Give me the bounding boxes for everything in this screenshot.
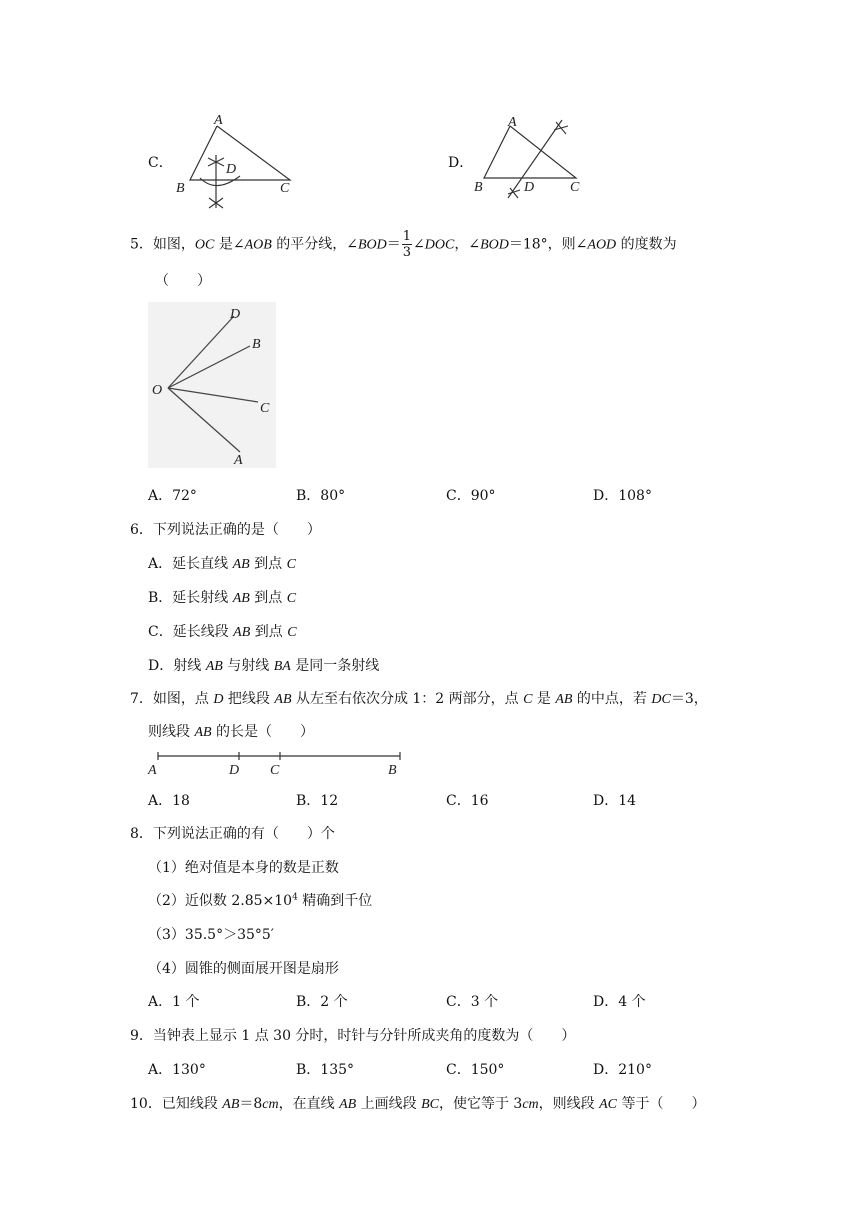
q6-option-d[interactable]: D．射线 AB 与射线 BA 是同一条射线 bbox=[148, 658, 380, 674]
q6-option-b[interactable]: B．延长射线 AB 到点 C bbox=[148, 590, 297, 606]
label-d: D bbox=[229, 763, 240, 778]
q7-segment-figure bbox=[146, 748, 406, 778]
label-c: C bbox=[570, 180, 580, 195]
q9-option-d[interactable]: D．210° bbox=[593, 1062, 652, 1078]
q6-option-c[interactable]: C．延长线段 AB 到点 C bbox=[148, 624, 297, 640]
q4-figure-c bbox=[172, 108, 294, 212]
label-a: A bbox=[234, 453, 243, 468]
q8-item-3: （3）35.5°＞35°5′ bbox=[148, 927, 274, 943]
q8-stem: 8．下列说法正确的有（ ）个 bbox=[130, 826, 335, 842]
q10-stem: 10．已知线段 AB＝8cm，在直线 AB 上画线段 BC，使它等于 3cm，则线段 AC 等于（ ） bbox=[130, 1096, 706, 1112]
fraction-one-third: $\frac{1}{3}$ bbox=[402, 229, 412, 260]
label-b: B bbox=[252, 337, 261, 352]
label-d: D bbox=[226, 162, 237, 177]
q9-option-b[interactable]: B．135° bbox=[296, 1062, 355, 1078]
q7-option-a[interactable]: A．18 bbox=[148, 793, 190, 809]
label-b: B bbox=[176, 181, 185, 196]
triangle-abc bbox=[190, 126, 290, 180]
q8-item-1: （1）绝对值是本身的数是正数 bbox=[148, 860, 339, 876]
q9-option-a[interactable]: A．130° bbox=[148, 1062, 206, 1078]
q8-option-c[interactable]: C．3 个 bbox=[446, 994, 499, 1010]
bisector-line bbox=[508, 120, 562, 198]
q9-stem: 9．当钟表上显示 1 点 30 分时，时针与分针所成夹角的度数为（ ） bbox=[130, 1028, 576, 1044]
arc-mark bbox=[200, 176, 240, 186]
label-b: B bbox=[388, 763, 397, 778]
q8-item-2: （2）近似数 $2.85\times 10^4$ 精确到千位 bbox=[148, 892, 373, 909]
label-a: A bbox=[508, 115, 517, 130]
q5-stem: 5．如图，OC 是∠AOB 的平分线，∠BOD＝ $\frac{1}{3}$ ∠DOC，∠BOD＝18°，则∠AOD 的度数为 bbox=[130, 229, 677, 260]
q5-option-c[interactable]: C．90° bbox=[446, 488, 496, 504]
label-c: C bbox=[280, 181, 290, 196]
label-d: D bbox=[524, 180, 535, 195]
label-b: B bbox=[474, 180, 483, 195]
q8-option-a[interactable]: A．1 个 bbox=[148, 994, 200, 1010]
q5-answer-paren: （ ） bbox=[155, 273, 211, 289]
label-d: D bbox=[230, 307, 241, 322]
q6-option-a[interactable]: A．延长直线 AB 到点 C bbox=[148, 556, 296, 572]
q7-option-b[interactable]: B．12 bbox=[296, 793, 339, 809]
label-c: C bbox=[260, 401, 270, 416]
q5-option-b[interactable]: B．80° bbox=[296, 488, 346, 504]
q9-option-c[interactable]: C．150° bbox=[446, 1062, 505, 1078]
label-c: C bbox=[270, 763, 280, 778]
q4-option-d-label: D． bbox=[448, 155, 474, 171]
label-a: A bbox=[214, 113, 223, 128]
q4-figure-d bbox=[472, 112, 590, 204]
q5-option-a[interactable]: A．72° bbox=[148, 488, 197, 504]
q5-angle-figure bbox=[148, 302, 276, 468]
triangle-abc bbox=[484, 126, 576, 178]
q7-option-c[interactable]: C．16 bbox=[446, 793, 489, 809]
q4-option-c-label: C． bbox=[148, 155, 173, 171]
q7-stem-line2: 则线段 AB 的长是（ ） bbox=[148, 724, 315, 740]
q7-option-d[interactable]: D．14 bbox=[593, 793, 637, 809]
label-a: A bbox=[148, 763, 157, 778]
q8-option-d[interactable]: D．4 个 bbox=[593, 994, 646, 1010]
q7-stem-line1: 7．如图，点 D 把线段 AB 从左至右依次分成 1：2 两部分，点 C 是 AB 的中点，若 DC＝3， bbox=[130, 691, 708, 707]
q8-option-b[interactable]: B．2 个 bbox=[296, 994, 348, 1010]
q5-option-d[interactable]: D．108° bbox=[593, 488, 652, 504]
q8-item-4: （4）圆锥的侧面展开图是扇形 bbox=[148, 961, 339, 977]
label-o: O bbox=[152, 383, 163, 398]
q6-stem: 6．下列说法正确的是（ ） bbox=[130, 522, 321, 538]
